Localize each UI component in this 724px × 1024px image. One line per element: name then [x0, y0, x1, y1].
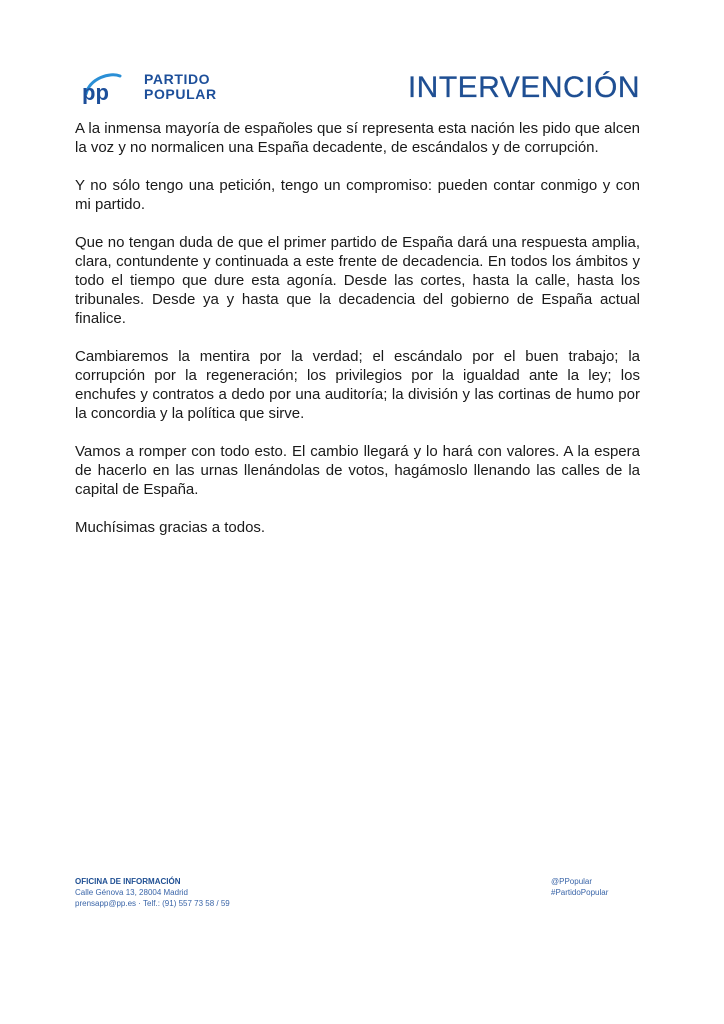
- document-header: [80, 68, 640, 112]
- social-handle: @PPopular: [551, 877, 593, 886]
- paragraph: Cambiaremos la mentira por la verdad; el escándalo por el buen trabajo; la corrupción por la regeneración; los privilegios por la igualdad ante la ley; los enchufes y contratos a dedo por una auditoría; la división y las cortinas de humo por la concordia y la política que sirve.: [75, 348, 640, 422]
- paragraph: Vamos a romper con todo esto. El cambio llegará y lo hará con valores. A la espera de hacerlo en las urnas llenándolas de votos, hagámoslo llenando las calles de la capital de España.: [75, 443, 640, 498]
- party-name-line1: PARTIDO: [144, 71, 211, 87]
- footer-social: [551, 876, 608, 898]
- paragraph: Que no tengan duda de que el primer partido de España dará una respuesta amplia, clara, contundente y continuada a este frente de decadencia. En todos los ámbitos y todo el tiempo que dure esta agonía. Desde las cortes, hasta la calle, hasta los tribunales. Desde ya y hasta que la decadencia del gobierno de España actual finalice.: [75, 234, 640, 327]
- party-logo: [80, 70, 217, 104]
- footer-office-info: [75, 876, 230, 909]
- office-title: OFICINA DE INFORMACIÓN: [75, 877, 181, 886]
- pp-logo-icon: [80, 70, 124, 104]
- party-name-line2: POPULAR: [144, 86, 217, 102]
- logo-initials: pp: [82, 80, 109, 104]
- paragraph: Muchísimas gracias a todos.: [75, 519, 266, 536]
- paragraph: Y no sólo tengo una petición, tengo un compromiso: pueden contar conmigo y con mi partido.: [75, 177, 640, 213]
- speech-body: [75, 119, 640, 556]
- party-name: [144, 72, 217, 102]
- paragraph: A la inmensa mayoría de españoles que sí representa esta nación les pido que alcen la voz y no normalicen una España decadente, de escándalos y de corrupción.: [75, 120, 640, 156]
- document-type-title: INTERVENCIÓN: [407, 71, 640, 104]
- social-hashtag: #PartidoPopular: [551, 888, 609, 897]
- office-contact: prensapp@pp.es · Telf.: (91) 557 73 58 / 59: [75, 899, 230, 908]
- office-address: Calle Génova 13, 28004 Madrid: [75, 888, 188, 897]
